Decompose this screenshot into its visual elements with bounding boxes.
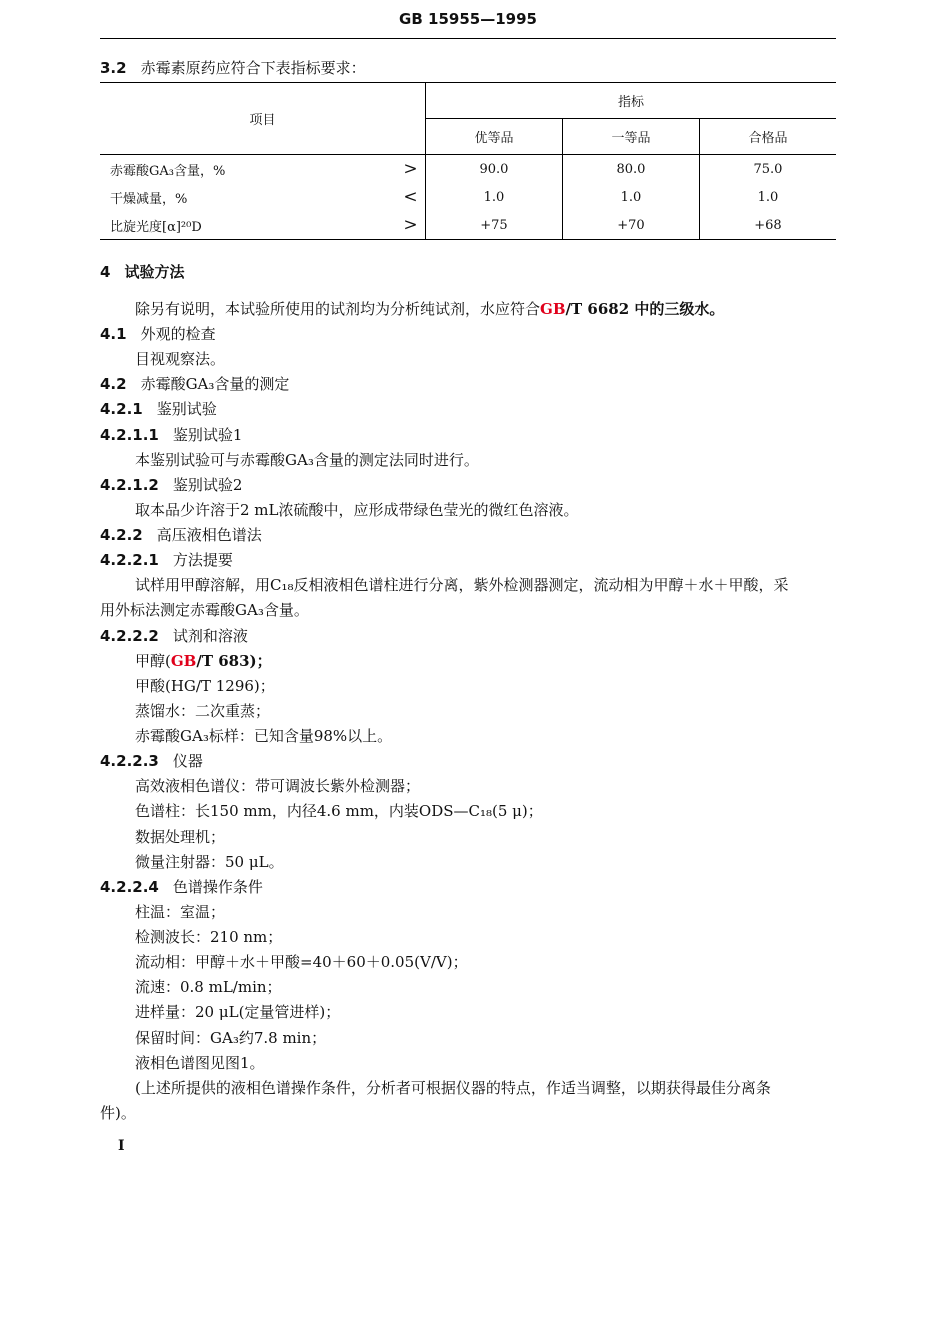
section-text: 赤霉素原药应符合下表指标要求： — [140, 59, 366, 77]
section-4-2-2-3 — [100, 751, 203, 771]
section-number: 4.2 — [100, 375, 127, 393]
section-number: 4.2.1.1 — [100, 426, 159, 444]
list-item: 数据处理机； — [135, 828, 226, 846]
note-text: 件)。 — [100, 1104, 136, 1122]
row-value: 1.0 — [425, 183, 562, 211]
section-4-2-2 — [100, 525, 262, 545]
intro-paragraph — [135, 299, 724, 319]
reagent-methanol — [135, 651, 272, 671]
row-value: +75 — [425, 211, 562, 240]
section-title: 试剂和溶液 — [172, 627, 248, 645]
list-item: 流动相：甲醇＋水＋甲酸=40＋60＋0.05(V/V)； — [135, 953, 468, 971]
section-number: 4.2.2.2 — [100, 627, 159, 645]
section-number: 4.2.1 — [100, 400, 143, 418]
section-4-2-2-2 — [100, 626, 248, 646]
intro-text: /T 6682 中的三级水。 — [565, 300, 725, 318]
gb-mark: GB — [540, 300, 566, 318]
section-4-1 — [100, 324, 216, 344]
section-title: 方法提要 — [172, 551, 233, 569]
section-4-2-1-1 — [100, 425, 242, 445]
section-4-2-1-2 — [100, 475, 242, 495]
list-item: 液相色谱图见图1。 — [135, 1054, 265, 1072]
section-number: 4.2.2.1 — [100, 551, 159, 569]
section-number: 3.2 — [100, 59, 127, 77]
col-item-header: 项目 — [100, 83, 425, 155]
body-text: 目视观察法。 — [135, 350, 226, 368]
section-title: 赤霉酸GA₃含量的测定 — [140, 375, 290, 393]
section-number: 4.1 — [100, 325, 127, 343]
section-number: 4.2.2.4 — [100, 878, 159, 896]
section-title: 试验方法 — [124, 263, 185, 281]
table-row — [100, 211, 836, 240]
header-rule — [100, 38, 836, 39]
section-title: 仪器 — [172, 752, 203, 770]
reagent-text: /T 683)； — [196, 652, 272, 670]
row-value: +68 — [699, 211, 836, 240]
grade-header: 优等品 — [425, 119, 562, 155]
section-4 — [100, 262, 184, 282]
row-operator: > — [403, 159, 418, 179]
section-title: 外观的检查 — [140, 325, 216, 343]
row-value: 1.0 — [699, 183, 836, 211]
reagent-text: 甲醇( — [135, 652, 171, 670]
list-item: 保留时间：GA₃约7.8 min； — [135, 1029, 327, 1047]
section-4-2-2-4 — [100, 877, 263, 897]
note-text: (上述所提供的液相色谱操作条件，分析者可根据仪器的特点，作适当调整，以期获得最佳分离条 — [135, 1079, 771, 1097]
reagent-standard: 赤霉酸GA₃标样：已知含量98%以上。 — [135, 727, 393, 745]
row-value: 80.0 — [562, 155, 699, 184]
row-value: 1.0 — [562, 183, 699, 211]
body-text: 本鉴别试验可与赤霉酸GA₃含量的测定法同时进行。 — [135, 451, 479, 469]
list-item: 柱温：室温； — [135, 903, 226, 921]
section-4-2 — [100, 374, 289, 394]
list-item: 高效液相色谱仪：带可调波长紫外检测器； — [135, 777, 421, 795]
section-number: 4.2.2 — [100, 526, 143, 544]
grade-header: 合格品 — [699, 119, 836, 155]
row-item: 干燥减量，% — [110, 191, 188, 207]
section-title: 鉴别试验1 — [172, 426, 243, 444]
list-item: 流速：0.8 mL/min； — [135, 978, 282, 996]
row-operator: > — [396, 211, 426, 240]
list-item: 色谱柱：长150 mm，内径4.6 mm，内装ODS—C₁₈(5 μ)； — [135, 802, 543, 820]
table-row — [100, 155, 836, 184]
col-group-header: 指标 — [425, 83, 836, 119]
row-value: +70 — [562, 211, 699, 240]
row-value: 75.0 — [699, 155, 836, 184]
section-number: 4.2.1.2 — [100, 476, 159, 494]
section-title: 鉴别试验 — [156, 400, 217, 418]
page-number: I — [118, 1138, 125, 1154]
table-row — [100, 183, 836, 211]
body-text: 用外标法测定赤霉酸GA₃含量。 — [100, 601, 309, 619]
row-value: 90.0 — [425, 155, 562, 184]
row-operator: < — [403, 187, 418, 207]
section-title: 鉴别试验2 — [172, 476, 243, 494]
section-3-2 — [100, 58, 366, 78]
intro-text: 除另有说明，本试验所使用的试剂均为分析纯试剂，水应符合 — [135, 300, 541, 318]
section-number: 4.2.2.3 — [100, 752, 159, 770]
list-item: 微量注射器：50 μL。 — [135, 853, 284, 871]
section-title: 色谱操作条件 — [172, 878, 263, 896]
gb-mark: GB — [170, 652, 197, 670]
body-text: 试样用甲醇溶解，用C₁₈反相液相色谱柱进行分离，紫外检测器测定，流动相为甲醇＋水＋甲酸，采 — [135, 576, 789, 594]
section-title: 高压液相色谱法 — [156, 526, 262, 544]
spec-table — [100, 82, 836, 240]
row-item: 比旋光度[α]²⁰D — [100, 211, 396, 240]
page-header: GB 15955—1995 — [399, 10, 537, 28]
row-item: 赤霉酸GA₃含量，% — [110, 163, 226, 179]
list-item: 检测波长：210 nm； — [135, 928, 283, 946]
section-4-2-2-1 — [100, 550, 233, 570]
reagent-formic: 甲酸(HG/T 1296)； — [135, 677, 275, 695]
section-number: 4 — [100, 263, 111, 281]
body-text: 取本品少许溶于2 mL浓硫酸中，应形成带绿色莹光的微红色溶液。 — [135, 501, 579, 519]
section-4-2-1 — [100, 399, 217, 419]
list-item: 进样量：20 μL(定量管进样)； — [135, 1003, 341, 1021]
reagent-water: 蒸馏水：二次重蒸； — [135, 702, 271, 720]
grade-header: 一等品 — [562, 119, 699, 155]
